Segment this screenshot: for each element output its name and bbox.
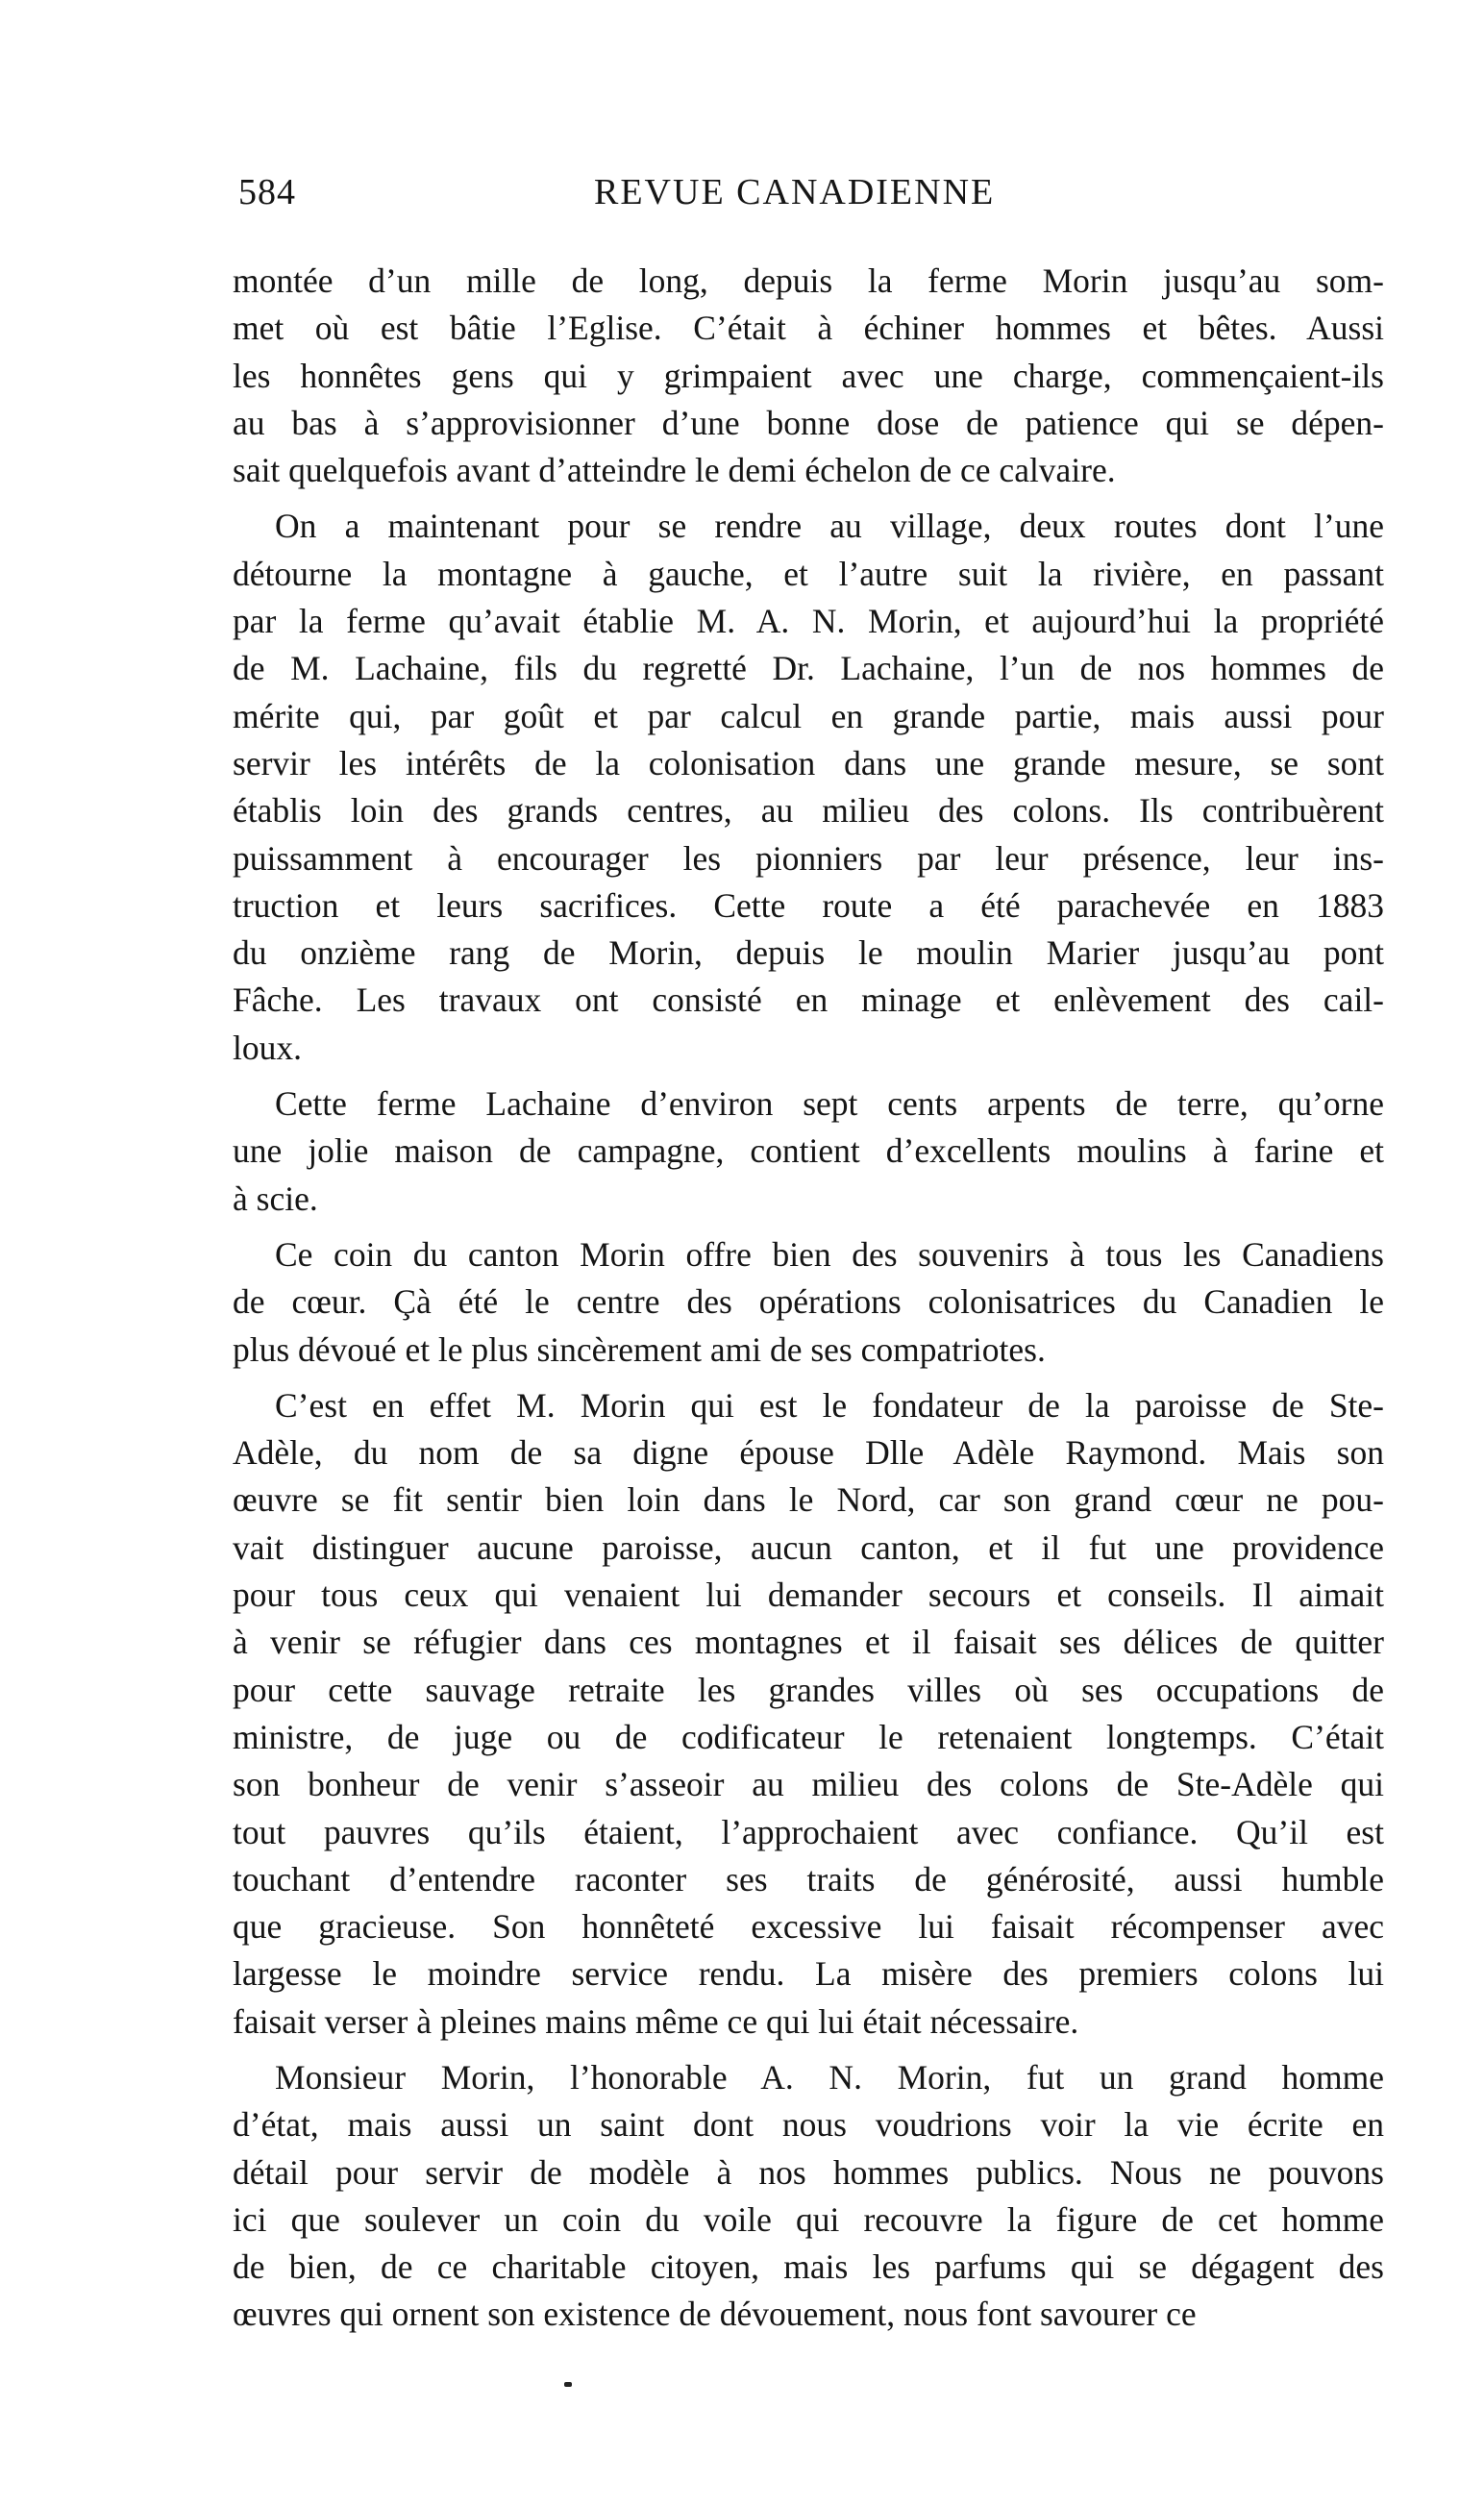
text-line: On a maintenant pour se rendre au village, deux routes dont l’une	[275, 507, 1384, 546]
text-line: mérite qui, par goût et par calcul en grande partie, mais aussi pour	[233, 696, 1384, 735]
text-line: Adèle, du nom de sa digne épouse Dlle Adèle Raymond. Mais son	[233, 1433, 1384, 1473]
text-line: largesse le moindre service rendu. La misère des premiers colons lui	[233, 1954, 1384, 1994]
text-line: touchant d’entendre raconter ses traits de générosité, aussi humble	[233, 1859, 1384, 1899]
text-line: puissamment à encourager les pionniers par leur présence, leur ins-	[233, 838, 1384, 878]
journal-title: REVUE CANADIENNE	[594, 172, 996, 212]
text-line: Cette ferme Lachaine d’environ sept cents arpents de terre, qu’orne	[275, 1084, 1384, 1124]
text-line: une jolie maison de campagne, contient d’excellents moulins à farine et	[233, 1131, 1384, 1171]
text-line: d’état, mais aussi un saint dont nous voudrions voir la vie écrite en	[233, 2105, 1384, 2145]
paragraph	[233, 258, 1384, 494]
text-line: Ce coin du canton Morin offre bien des souvenirs à tous les Canadiens	[275, 1234, 1384, 1274]
text-line: à venir se réfugier dans ces montagnes et il faisait ses délices de quitter	[233, 1623, 1384, 1662]
text-line: sait quelquefois avant d’atteindre le demi échelon de ce calvaire.	[233, 451, 1116, 490]
text-line: tout pauvres qu’ils étaient, l’approchaient avec confiance. Qu’il est	[233, 1812, 1384, 1851]
text-line: au bas à s’approvisionner d’une bonne dose de patience qui se dépen-	[233, 403, 1384, 442]
paragraph	[233, 1080, 1384, 1223]
text-line: Monsieur Morin, l’honorable A. N. Morin, fut un grand homme	[275, 2057, 1384, 2097]
text-line: que gracieuse. Son honnêteté excessive lui faisait récompenser avec	[233, 1907, 1384, 1947]
text-line: plus dévoué et le plus sincèrement ami de ses compatriotes.	[233, 1329, 1046, 1369]
text-line: montée d’un mille de long, depuis la ferme Morin jusqu’au som-	[233, 261, 1384, 300]
paragraph	[233, 1231, 1384, 1374]
text-line: servir les intérêts de la colonisation dans une grande mesure, se sont	[233, 743, 1384, 782]
paragraph	[233, 2054, 1384, 2339]
text-line: de M. Lachaine, fils du regretté Dr. Lachaine, l’un de nos hommes de	[233, 649, 1384, 688]
text-line: faisait verser à pleines mains même ce qui lui était nécessaire.	[233, 2001, 1079, 2041]
text-line: détourne la montagne à gauche, et l’autre suit la rivière, en passant	[233, 554, 1384, 593]
text-line: pour cette sauvage retraite les grandes villes où ses occupations de	[233, 1670, 1384, 1709]
text-line: C’est en effet M. Morin qui est le fondateur de la paroisse de Ste-	[275, 1385, 1384, 1425]
text-line: pour tous ceux qui venaient lui demander secours et conseils. Il aimait	[233, 1576, 1384, 1615]
text-line: œuvres qui ornent son existence de dévouement, nous font savourer ce	[233, 2295, 1197, 2334]
text-line: de cœur. Çà été le centre des opérations colonisatrices du Canadien le	[233, 1282, 1384, 1322]
text-line: à scie.	[233, 1179, 318, 1218]
paragraph	[233, 1382, 1384, 2046]
body-text	[233, 258, 1384, 2347]
page-number: 584	[238, 172, 296, 212]
running-head	[238, 171, 1036, 229]
text-line: œuvre se fit sentir bien loin dans le Nord, car son grand cœur ne pou-	[233, 1480, 1384, 1520]
text-line: détail pour servir de modèle à nos hommes publics. Nous ne pouvons	[233, 2152, 1384, 2192]
text-line: les honnêtes gens qui y grimpaient avec une charge, commençaient-ils	[233, 356, 1384, 395]
text-line: son bonheur de venir s’asseoir au milieu des colons de Ste-Adèle qui	[233, 1765, 1384, 1804]
text-line: du onzième rang de Morin, depuis le moulin Marier jusqu’au pont	[233, 933, 1384, 973]
text-line: ici que soulever un coin du voile qui recouvre la figure de cet homme	[233, 2199, 1384, 2239]
text-line: par la ferme qu’avait établie M. A. N. Morin, et aujourd’hui la propriété	[233, 602, 1384, 641]
text-line: loux.	[233, 1028, 302, 1067]
text-line: met où est bâtie l’Eglise. C’était à échiner hommes et bêtes. Aussi	[233, 309, 1384, 348]
text-line: établis loin des grands centres, au milieu des colons. Ils contribuèrent	[233, 791, 1384, 831]
text-line: ministre, de juge ou de codificateur le retenaient longtemps. C’était	[233, 1717, 1384, 1756]
print-speck	[564, 2382, 572, 2387]
text-line: truction et leurs sacrifices. Cette route a été parachevée en 1883	[233, 885, 1384, 925]
text-line: Fâche. Les travaux ont consisté en minage et enlèvement des cail-	[233, 980, 1384, 1020]
text-line: de bien, de ce charitable citoyen, mais les parfums qui se dégagent des	[233, 2247, 1384, 2287]
text-line: vait distinguer aucune paroisse, aucun canton, et il fut une providence	[233, 1527, 1384, 1567]
paragraph	[233, 503, 1384, 1072]
